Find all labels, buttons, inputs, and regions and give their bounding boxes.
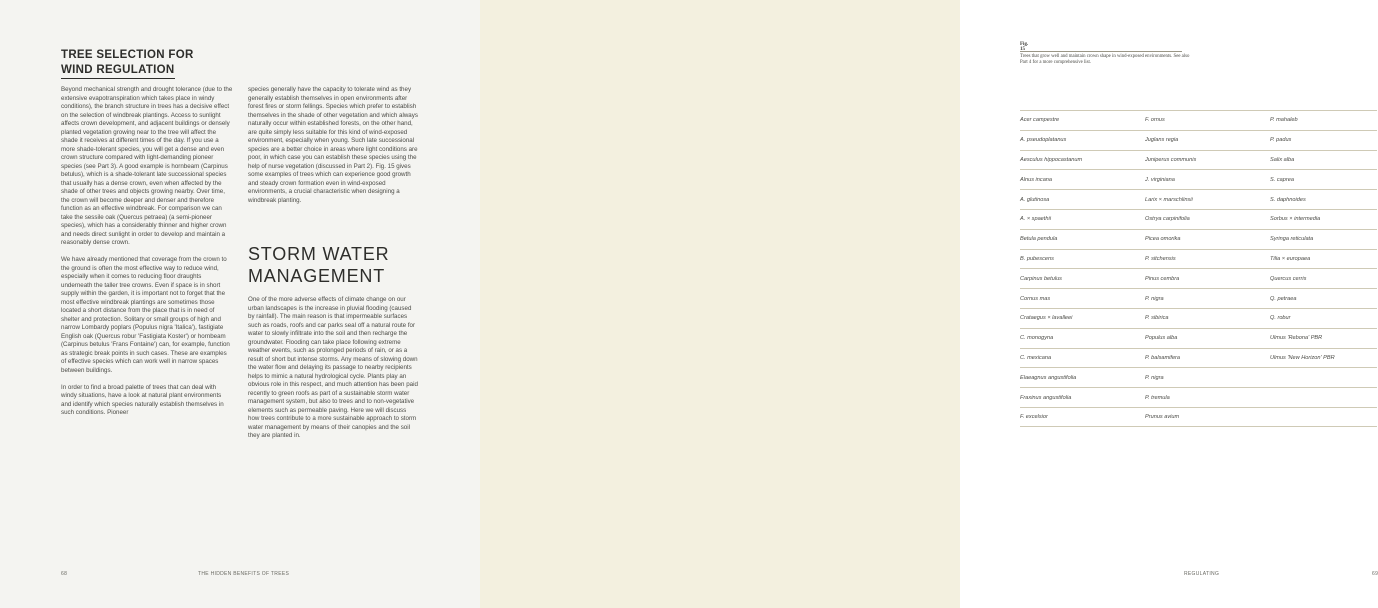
paragraph: We have already mentioned that coverage from the crown to the ground is often the most effective way to reduce wind, especially when it comes to reducing floor draughts underneath the taller tree crowns. Even if space is in short supply within the garden, it is important not to forget that the most effective windbreak plantings are sometimes those located a short distance from the place that is in need of shelter and protection. Solitary or small groups of high and narrow Lombardy poplars (Populus nigra 'Italica'), fastigiate English oak (Quercus robur 'Fastigiata Koster') or hornbeam (Carpinus betulus 'Frans Fontaine') can, for example, function as strategic break points in such cases. These are examples of effective species which can work well in narrow spaces between buildings. [61,256,230,374]
table-cell: Picea omorika [1145,236,1181,243]
table-row [1020,209,1377,229]
paragraph: species generally have the capacity to tolerate wind as they generally establish themselves in open environments after forest fires or storm fellings. Species which prefer to establish themselves in the shade of other vegetation and which always naturally occur within established forests, on the other hand, are quite simply less suitable for this kind of wind-exposed environment, especially when young. Such late successional species are a better choice in areas where light conditions are poor, in which case you can establish these species using the help of nurse vegetation (discussed in Part 2). Fig. 15 gives some examples of trees which can experience good growth and steady crown formation even in wind-exposed environments, a crucial characteristic when designing a windbreak planting. [248,86,418,204]
table-cell: J. virginiana [1145,176,1175,183]
running-title: REGULATING [1184,571,1220,577]
table-cell: Ostrya carpinifolia [1145,216,1190,223]
table-cell: P. sitchensis [1145,255,1176,262]
table-cell: Quercus cerris [1270,275,1307,282]
table-cell: Q. robur [1270,315,1291,322]
table-cell: Syringa reticulata [1270,236,1314,243]
section-heading [61,48,261,79]
table-cell: A. glutinosa [1020,196,1050,203]
table-cell: Juglans regia [1145,137,1179,144]
table-row [1020,249,1377,269]
table-cell: Fraxinus angustifolia [1020,394,1072,401]
storm-heading-line2: MANAGEMENT [248,266,386,286]
table-cell: P. sibirica [1145,315,1169,322]
page-number: 68 [61,571,68,577]
table-cell: P. mahaleb [1270,117,1298,124]
table-cell: C. mexicana [1020,354,1052,361]
table-cell: Carpinus betulus [1020,275,1062,282]
table-cell: Betula pendula [1020,236,1058,243]
table-cell: A. × spaethii [1020,216,1051,223]
paragraph: Beyond mechanical strength and drought tolerance (due to the extensive evapotranspiration which takes place in windy conditions), the branch structure in trees has a decisive effect on the selection of windbreak plantings. Access to sunlight affects crown development, and adjacent buildings or densely planted vegetation growing near to the tree will affect the shade it receives at different times of the day. If you use a more shade-tolerant species, you will get a dense and even crown structure compared with light-demanding pioneer species (see Part 3). A good example is hornbeam (Carpinus betulus), which is a shade-tolerant late successional species that usually has a dense crown, even when affected by the shade of other trees and objects growing nearby. Over time, the crown will become deeper and denser and therefore function as an effective windbreak. For comparison we can take the sessile oak (Quercus petraea) (a semi-pioneer species), which has a considerably thinner and higher crown and needs direct sunlight in order to develop and maintain a reasonably dense crown. [61,86,233,246]
table-cell: Salix alba [1270,156,1295,163]
table-row [1020,110,1377,130]
table-cell: S. caprea [1270,176,1294,183]
table-cell: F. excelsior [1020,413,1048,420]
table-row [1020,150,1377,170]
table-cell: Crataegus × lavalleei [1020,315,1073,322]
table-row [1020,328,1377,348]
paragraph: In order to find a broad palette of trees that can deal with windy situations, have a look at natural plant environments and identify which species naturally establish themselves in such conditions. Pioneer [61,383,224,416]
table-cell: Prunus avium [1145,413,1180,420]
table-row [1020,387,1377,407]
table-row [1020,407,1377,427]
storm-water-heading [248,243,418,287]
table-cell: P. tremula [1145,394,1170,401]
table-cell: Alnus incana [1020,176,1053,183]
table-cell: Populus alba [1145,335,1178,342]
table-cell: C. monogyna [1020,335,1054,342]
table-cell: Juniperus communis [1145,156,1197,163]
table-cell: Sorbus × intermedia [1270,216,1321,223]
table-row [1020,367,1377,387]
storm-heading-line1: STORM WATER [248,244,390,264]
table-row [1020,268,1377,288]
tree-species-table [1020,110,1377,427]
paragraph: One of the more adverse effects of climate change on our urban landscapes is the increase in pluvial flooding (caused by rainfall). The main reason is that impermeable surfaces such as roads, roofs and car parks seal off a natural route for water to slowly infiltrate into the soil and then recharge the groundwater. Flooding can take place following extreme weather events, such as prolonged periods of rain, or as a result of short but intense storms. Any means of slowing down the water flow and delaying its passage to nearby recipients helps to mimic a natural hydrological cycle. Plants play an obvious role in this respect, and much attention has been paid recently to green roofs as part of a sustainable storm water management system, but also to trees and to non-vegetative elements such as permeable paving. Here we will discuss how trees contribute to a more sustainable approach to storm water management by means of their canopies and the soil they are planted in. [248,296,418,439]
table-cell: Pinus cembra [1145,275,1180,282]
table-row [1020,189,1377,209]
table-cell: S. daphnoides [1270,196,1306,203]
table-row [1020,169,1377,189]
figure-rule [1020,51,1182,52]
table-cell: Ulmus 'Rebona' PBR [1270,335,1323,342]
table-row [1020,288,1377,308]
table-cell: Acer campestre [1020,117,1060,124]
table-cell: Ulmus 'New Horizon' PBR [1270,354,1335,361]
table-cell: B. pubescens [1020,255,1054,262]
table-row [1020,348,1377,368]
table-row [1020,130,1377,150]
text-column-1 [61,86,233,426]
page-number: 69 [1372,571,1378,577]
text-column-3 [248,296,418,449]
table-cell: P. balsamifera [1145,354,1181,361]
table-cell: P. nigra [1145,295,1164,302]
figure-label: Fig. 15 [1020,42,1029,52]
section-heading-line2: WIND REGULATION [61,63,175,79]
table-row [1020,308,1377,328]
table-cell: P. nigra [1145,374,1164,381]
table-cell: P. padus [1270,137,1292,144]
text-column-2 [248,86,418,214]
table-row [1020,229,1377,249]
table-cell: A. pseudoplatanus [1020,137,1067,144]
running-title: THE HIDDEN BENEFITS OF TREES [198,571,290,577]
figure-caption: Trees that grow well and maintain crown shape in wind-exposed environments. See also Part 4 for a more comprehensive list. [1020,54,1190,65]
left-page [0,0,480,608]
table-cell: Elaeagnus angustifolia [1020,374,1077,381]
right-page [480,0,1378,608]
table-cell: Cornus mas [1020,295,1051,302]
table-cell: Larix × marschlinsii [1145,196,1193,203]
table-cell: F. ornus [1145,117,1165,124]
table-cell: Q. petraea [1270,295,1297,302]
section-heading-line1: TREE SELECTION FOR [61,49,194,61]
table-cell: Tilia × europaea [1270,255,1311,262]
table-cell: Aesculus hippocastanum [1020,156,1083,163]
